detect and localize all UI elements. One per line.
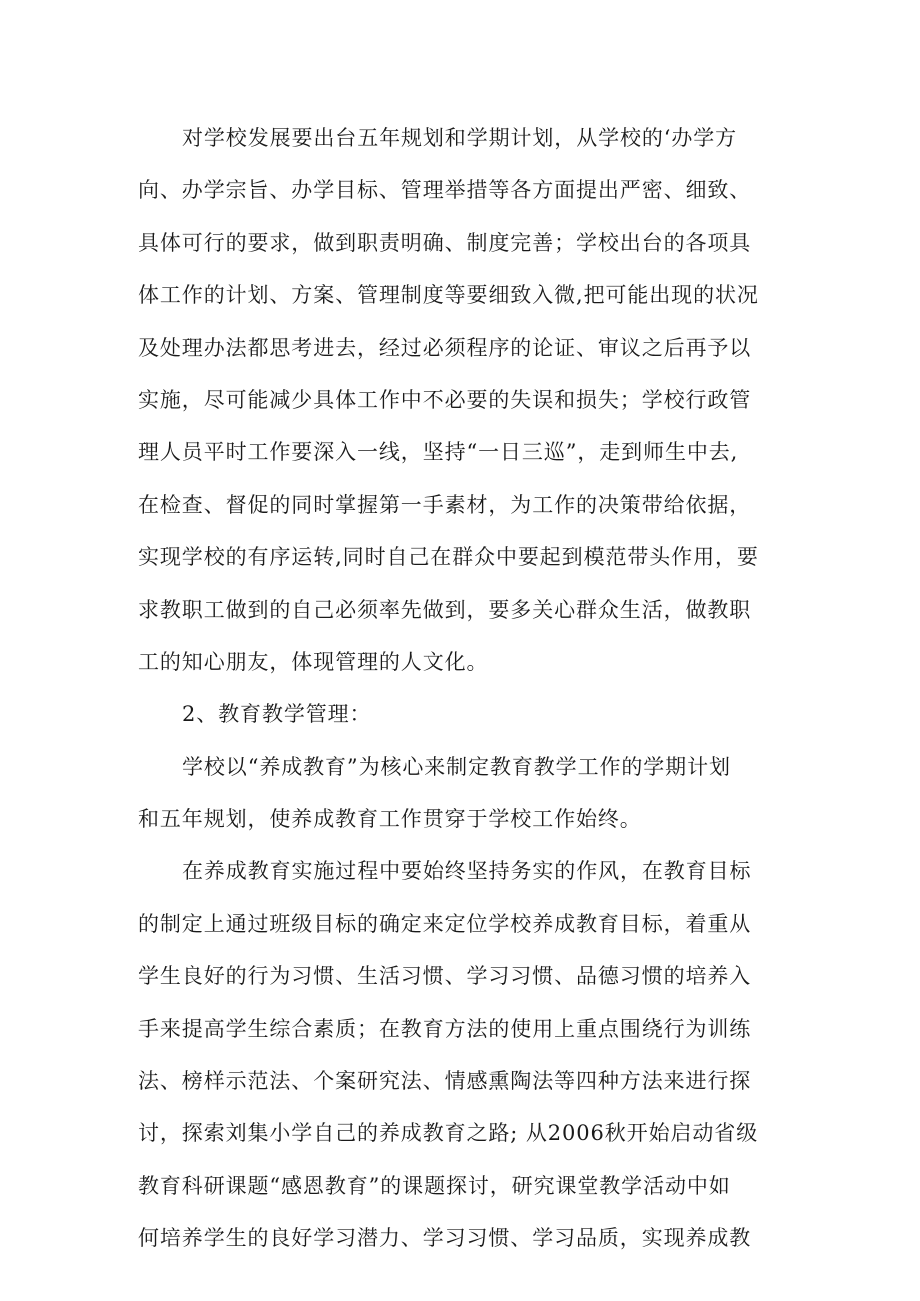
- text-line: 手来提高学生综合素质；在教育方法的使用上重点围绕行为训练: [138, 1016, 752, 1041]
- text-line: 和五年规划，使养成教育工作贯穿于学校工作始终。: [138, 807, 642, 832]
- text-line: 及处理办法都思考进去，经过必须程序的论证、审议之后再予以: [138, 335, 752, 360]
- text-line: 体工作的计划、方案、管理制度等要细致入微,把可能出现的状况: [138, 283, 759, 308]
- text-line: 学校以“养成教育”为核心来制定教育教学工作的学期计划: [182, 754, 731, 779]
- text-line: 在检查、督促的同时掌握第一手素材，为工作的决策带给依据，: [138, 492, 752, 517]
- text-line: 实施，尽可能减少具体工作中不必要的失误和损失；学校行政管: [138, 387, 752, 412]
- text-line: 在养成教育实施过程中要始终坚持务实的作风，在教育目标: [182, 859, 752, 884]
- text-line: 教育科研课题“感恩教育”的课题探讨，研究课堂教学活动中如: [138, 1173, 731, 1198]
- text-line: 法、榜样示范法、个案研究法、情感熏陶法等四种方法来进行探: [138, 1069, 752, 1094]
- section-heading: 2、教育教学管理：: [182, 702, 372, 727]
- text-line: 对学校发展要出台五年规划和学期计划，从学校的‘办学方: [182, 126, 738, 150]
- text-line: 求教职工做到的自己必须率先做到，要多关心群众生活，做教职: [138, 597, 752, 622]
- text-line: 学生良好的行为习惯、生活习惯、学习习惯、品德习惯的培养入: [138, 964, 752, 989]
- text-line: 工的知心朋友，体现管理的人文化。: [138, 649, 489, 674]
- text-line: 讨，探索刘集小学自己的养成教育之路; 从2006秋开始启动省级: [138, 1121, 759, 1146]
- text-line: 实现学校的有序运转,同时自己在群众中要起到模范带头作用，要: [138, 545, 759, 570]
- text-line: 理人员平时工作要深入一线，坚持“一日三巡”，走到师生中去,: [138, 440, 739, 465]
- text-line: 何培养学生的良好学习潜力、学习习惯、学习品质，实现养成教: [138, 1226, 752, 1251]
- text-line: 的制定上通过班级目标的确定来定位学校养成教育目标，着重从: [138, 911, 752, 936]
- text-line: 向、办学宗旨、办学目标、管理举措等各方面提出严密、细致、: [138, 178, 752, 203]
- document-body: [138, 120, 798, 1273]
- text-line: 具体可行的要求，做到职责明确、制度完善；学校出台的各项具: [138, 230, 752, 255]
